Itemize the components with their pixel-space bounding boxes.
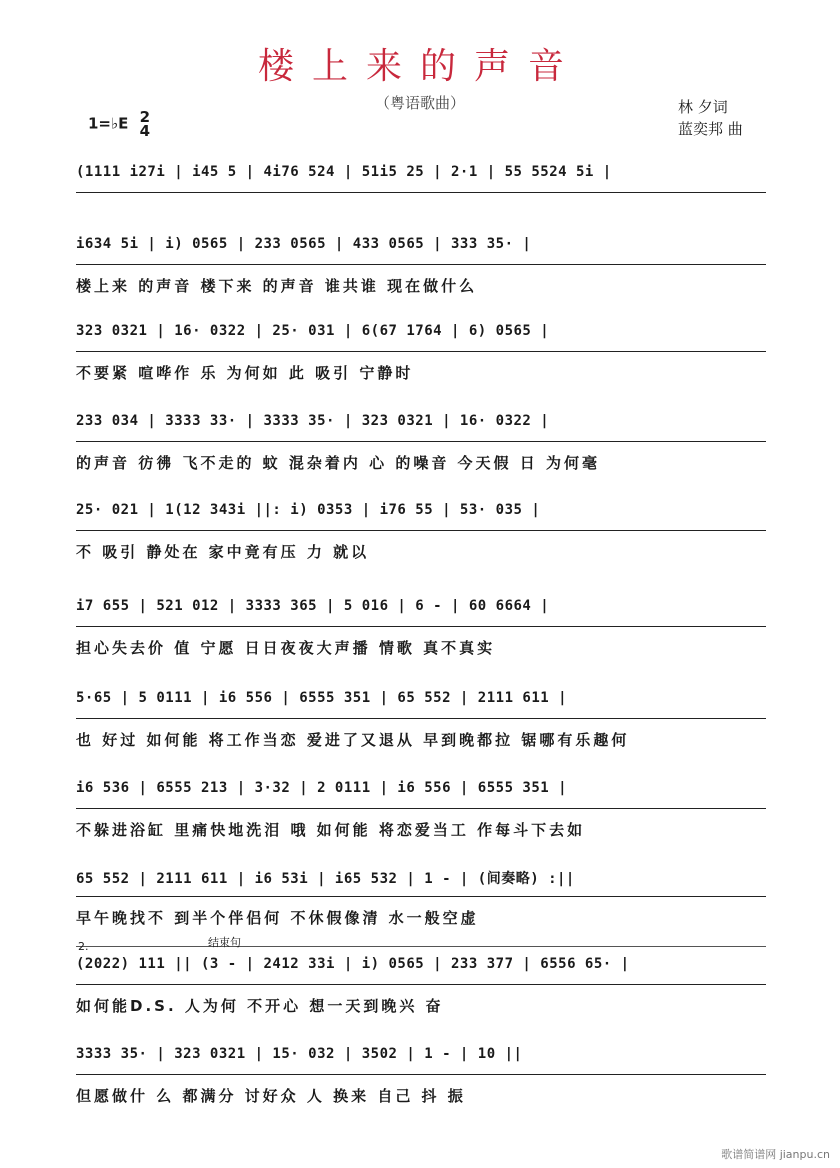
score-notes: (2022) 111 || (3 - | 2412 33i | i) 0565 | 233 377 | 6556 65· | <box>76 956 766 985</box>
score-line <box>76 598 766 661</box>
score-notes: 323 0321 | 16· 0322 | 25· 031 | 6(67 1764 | 6) 0565 | <box>76 323 766 352</box>
score-lyrics: 的声音 彷彿 飞不走的 蚊 混杂着内 心 的噪音 今天假 日 为何毫 <box>76 454 601 472</box>
score-line <box>76 323 766 386</box>
score-notes: 25· 021 | 1(12 343i ||: i) 0353 | i76 55 | 53· 035 | <box>76 502 766 531</box>
score-lyrics: 也 好过 如何能 将工作当恋 爱进了又退从 早到晚都拉 锯哪有乐趣何 <box>76 731 630 749</box>
time-top: 2 <box>139 108 150 126</box>
site-watermark: 歌谱简谱网 jianpu.cn <box>721 1148 830 1161</box>
coda-label: 结束句 <box>208 936 241 949</box>
score-lyrics: 如何能D.S. 人为何 不开心 想一天到晚兴 奋 <box>76 997 444 1015</box>
time-signature <box>140 110 150 138</box>
song-subtitle: （粤语歌曲） <box>374 94 465 112</box>
score-line <box>76 236 766 299</box>
repeat-ending-label: 2. <box>78 940 89 953</box>
time-bottom: 4 <box>139 122 150 140</box>
song-title: 楼上来的声音 <box>257 46 582 87</box>
score-notes: i634 5i | i) 0565 | 233 0565 | 433 0565 | 333 35· | <box>76 236 766 265</box>
score-line <box>76 956 766 1019</box>
score-lyrics: 不躲进浴缸 里痛快地洗泪 哦 如何能 将恋爱当工 作每斗下去如 <box>76 821 586 839</box>
score-line <box>76 868 766 931</box>
score-line <box>76 780 766 843</box>
score-line <box>76 413 766 476</box>
score-lyrics: 不要紧 喧哗作 乐 为何如 此 吸引 宁静时 <box>76 364 414 382</box>
credits <box>678 96 743 140</box>
score-lyrics: 担心失去价 值 宁愿 日日夜夜大声播 情歌 真不真实 <box>76 639 496 657</box>
score-line <box>76 1046 766 1109</box>
score-notes: 5·65 | 5 0111 | i6 556 | 6555 351 | 65 552 | 2111 611 | <box>76 690 766 719</box>
score-notes: i7 655 | 521 012 | 3333 365 | 5 016 | 6 - | 60 6664 | <box>76 598 766 627</box>
score-notes: 233 034 | 3333 33· | 3333 35· | 323 0321 | 16· 0322 | <box>76 413 766 442</box>
key-label: 1=♭E <box>88 114 129 133</box>
score-lyrics: 但愿做什 么 都满分 讨好众 人 换来 自己 抖 振 <box>76 1087 466 1105</box>
score-line <box>76 502 766 565</box>
score-notes: (1111 i27i | i45 5 | 4i76 524 | 51i5 25 | 2·1 | 55 5524 5i | <box>76 164 766 193</box>
score-lyrics: 不 吸引 静处在 家中竟有压 力 就以 <box>76 543 370 561</box>
score-lyrics: 楼上来 的声音 楼下来 的声音 谁共谁 现在做什么 <box>76 277 478 295</box>
score-lyrics: 早午晚找不 到半个伴侣何 不休假像清 水一般空虚 <box>76 909 479 927</box>
score-notes: 3333 35· | 323 0321 | 15· 032 | 3502 | 1 - | 10 || <box>76 1046 766 1075</box>
score-notes: 65 552 | 2111 611 | i6 53i | i65 532 | 1 - | (间奏略) :|| <box>76 868 766 897</box>
lyricist: 林 夕词 <box>678 98 728 116</box>
score-lyrics <box>76 203 766 227</box>
key-signature <box>88 110 150 138</box>
score-line <box>76 164 766 227</box>
score-notes: i6 536 | 6555 213 | 3·32 | 2 0111 | i6 556 | 6555 351 | <box>76 780 766 809</box>
composer: 蓝奕邦 曲 <box>678 120 743 138</box>
score-line <box>76 690 766 753</box>
ending-divider <box>76 946 766 947</box>
